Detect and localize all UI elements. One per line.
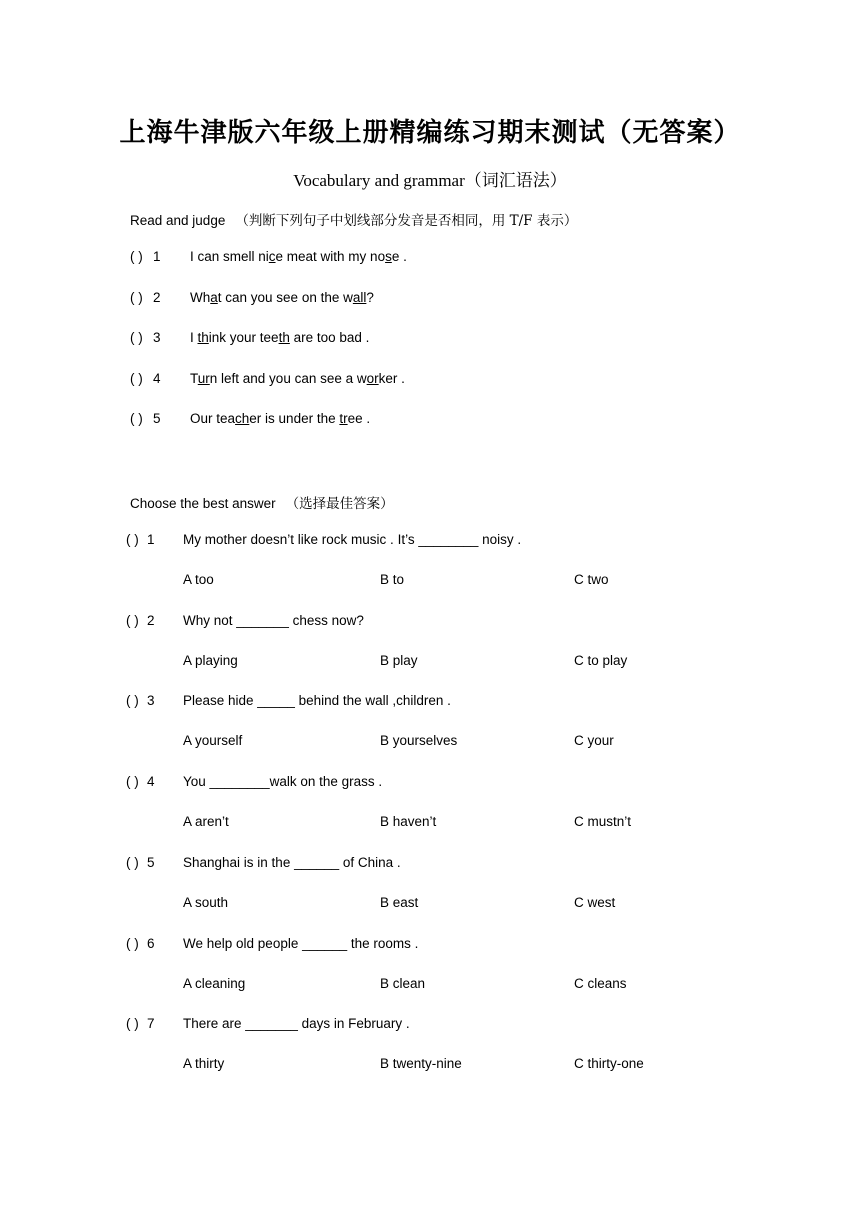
text-fragment: ee .	[347, 411, 371, 426]
text-fragment: I	[190, 330, 198, 345]
question-text	[190, 290, 374, 305]
underlined-letters: th	[197, 330, 209, 345]
answer-blank[interactable]: ( )	[130, 330, 143, 345]
option-a[interactable]: A too	[183, 572, 214, 587]
underlined-letters: c	[268, 249, 276, 264]
question-text: Shanghai is in the ______ of China .	[183, 855, 401, 870]
question-number: 2	[147, 613, 155, 628]
option-c[interactable]: C two	[574, 572, 609, 587]
underlined-letters: a	[210, 290, 218, 305]
option-c[interactable]: C to play	[574, 653, 628, 668]
section-heading-cn: （选择最佳答案）	[285, 496, 394, 512]
question-number: 7	[147, 1016, 155, 1031]
text-fragment: are too bad .	[289, 330, 370, 345]
answer-blank[interactable]: ( )	[126, 1016, 139, 1031]
option-a[interactable]: A thirty	[183, 1056, 225, 1071]
question-number: 2	[153, 290, 161, 305]
option-c[interactable]: C your	[574, 733, 614, 748]
question-text	[190, 371, 405, 386]
text-fragment: I can smell ni	[190, 249, 269, 264]
option-c[interactable]: C cleans	[574, 976, 627, 991]
question-number: 5	[147, 855, 155, 870]
option-b[interactable]: B haven’t	[380, 814, 437, 829]
option-b[interactable]: B twenty-nine	[380, 1056, 462, 1071]
option-a[interactable]: A south	[183, 895, 229, 910]
underlined-letters: s	[385, 249, 392, 264]
question-text: You ________walk on the grass .	[183, 774, 383, 789]
answer-blank[interactable]: ( )	[130, 371, 143, 386]
text-fragment: e .	[391, 249, 407, 264]
section-heading-en: Read and judge	[130, 213, 226, 228]
option-a[interactable]: A yourself	[183, 733, 243, 748]
option-c[interactable]: C west	[574, 895, 616, 910]
question-number: 3	[147, 693, 155, 708]
option-a[interactable]: A aren’t	[183, 814, 229, 829]
answer-blank[interactable]: ( )	[130, 290, 143, 305]
question-text: We help old people ______ the rooms .	[183, 936, 419, 951]
question-text: Please hide _____ behind the wall ,children .	[183, 693, 451, 708]
option-a[interactable]: A cleaning	[183, 976, 246, 991]
underlined-letters: ch	[235, 411, 250, 426]
question-text	[190, 249, 407, 264]
underlined-letters: th	[278, 330, 290, 345]
underlined-letters: tr	[339, 411, 348, 426]
page-subtitle: Vocabulary and grammar（词汇语法）	[293, 171, 567, 190]
section-choose-best-answer-heading	[130, 492, 394, 512]
answer-blank[interactable]: ( )	[126, 774, 139, 789]
option-a[interactable]: A playing	[183, 653, 238, 668]
option-b[interactable]: B clean	[380, 976, 426, 991]
option-c[interactable]: C mustn’t	[574, 814, 632, 829]
text-fragment: Wh	[190, 290, 211, 305]
question-number: 5	[153, 411, 161, 426]
text-fragment: Our tea	[190, 411, 236, 426]
question-number: 1	[153, 249, 161, 264]
question-number: 3	[153, 330, 161, 345]
answer-blank[interactable]: ( )	[126, 855, 139, 870]
text-fragment: ?	[366, 290, 374, 305]
answer-blank[interactable]: ( )	[126, 693, 139, 708]
answer-blank[interactable]: ( )	[130, 249, 143, 264]
answer-blank[interactable]: ( )	[126, 613, 139, 628]
question-number: 4	[147, 774, 155, 789]
question-number: 6	[147, 936, 155, 951]
option-b[interactable]: B to	[380, 572, 405, 587]
question-text: Why not _______ chess now?	[183, 613, 364, 628]
text-fragment: er is under the	[249, 411, 340, 426]
text-fragment: ink your tee	[208, 330, 279, 345]
option-b[interactable]: B east	[380, 895, 419, 910]
section-heading-cn: （判断下列句子中划线部分发音是否相同，用 T/F 表示）	[235, 213, 578, 229]
text-fragment: t can you see on the w	[217, 290, 353, 305]
question-text	[190, 330, 369, 345]
text-fragment: n left and you can see a w	[209, 371, 367, 386]
underlined-letters: or	[366, 371, 379, 386]
section-read-and-judge-heading	[130, 209, 577, 229]
underlined-letters: all	[352, 290, 367, 305]
answer-blank[interactable]: ( )	[130, 411, 143, 426]
text-fragment: T	[190, 371, 198, 386]
question-text: There are _______ days in February .	[183, 1016, 410, 1031]
answer-blank[interactable]: ( )	[126, 936, 139, 951]
page-title: 上海牛津版六年级上册精编练习期末测试（无答案）	[119, 118, 741, 148]
underlined-letters: ur	[197, 371, 210, 386]
option-b[interactable]: B play	[380, 653, 418, 668]
question-number: 1	[147, 532, 155, 547]
question-text	[190, 411, 370, 426]
question-number: 4	[153, 371, 161, 386]
text-fragment: ker .	[378, 371, 405, 386]
text-fragment: e meat with my no	[275, 249, 386, 264]
answer-blank[interactable]: ( )	[126, 532, 139, 547]
option-b[interactable]: B yourselves	[380, 733, 458, 748]
section-heading-en: Choose the best answer	[130, 496, 276, 511]
question-text: My mother doesn’t like rock music . It’s ________ noisy .	[183, 532, 522, 547]
option-c[interactable]: C thirty-one	[574, 1056, 644, 1071]
